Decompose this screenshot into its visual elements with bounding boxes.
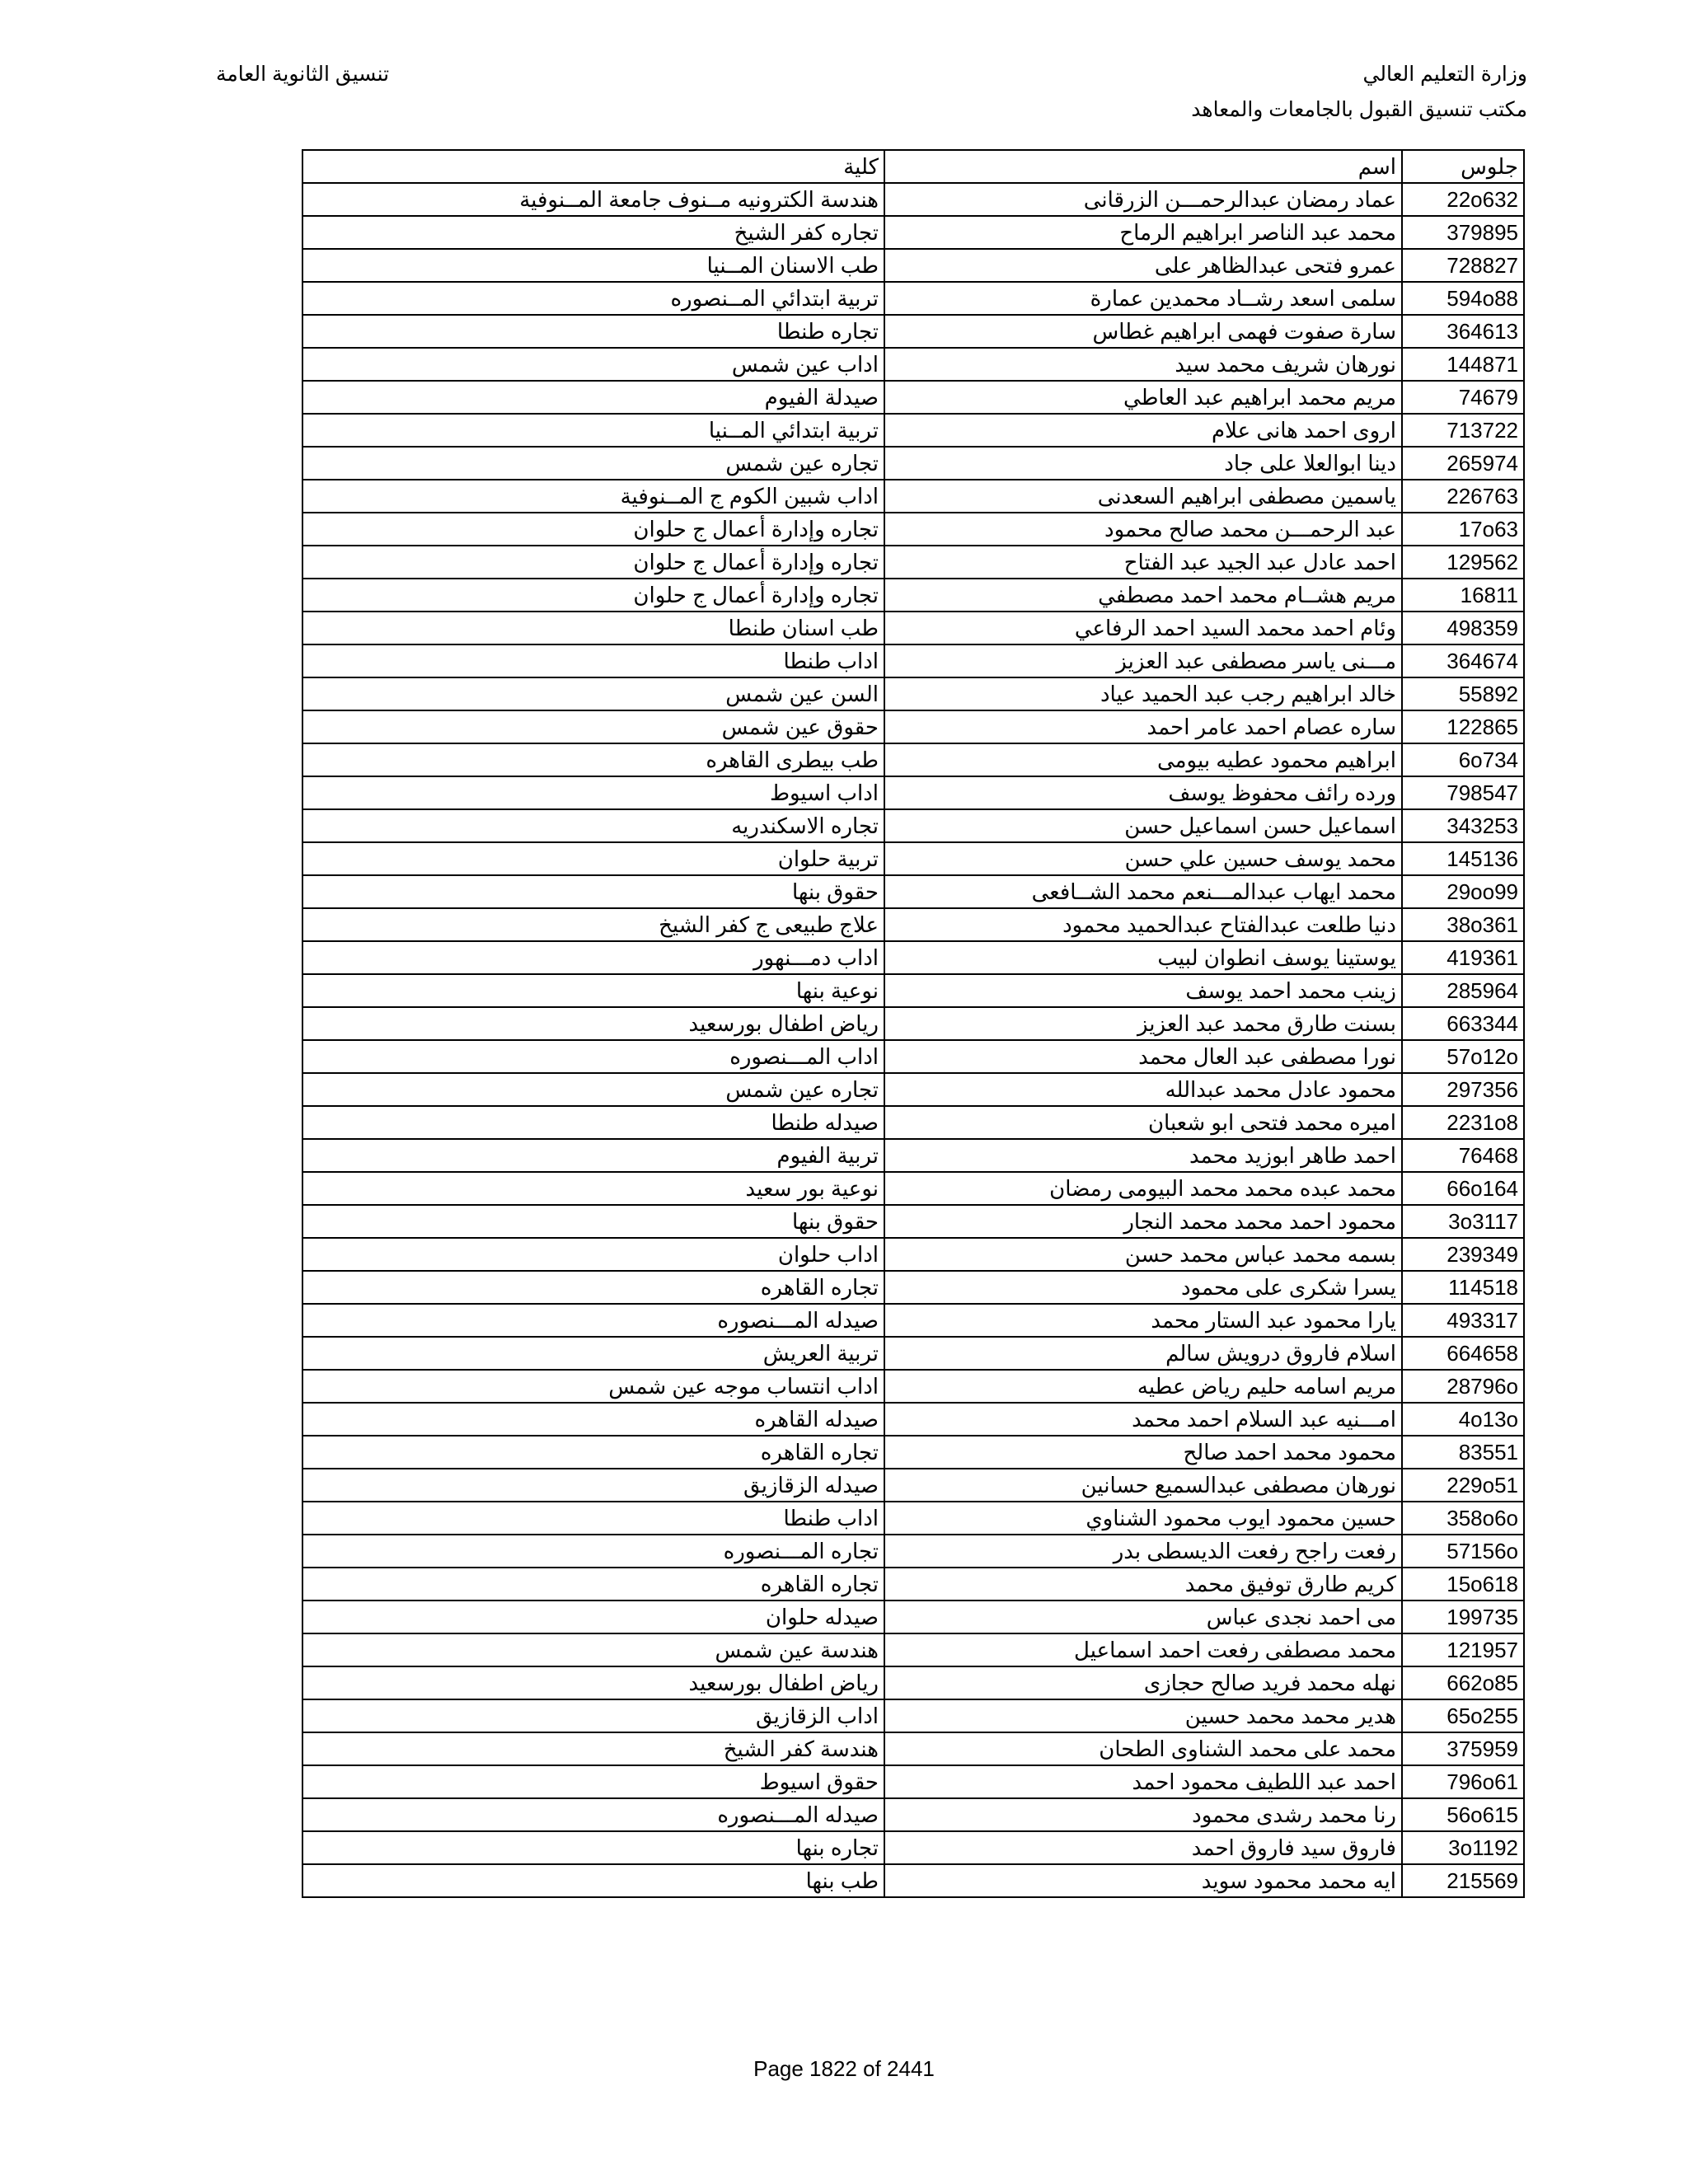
name-cell: اميره محمد فتحى ابو شعبان: [884, 1106, 1402, 1139]
seat-cell: 2231o8: [1402, 1106, 1524, 1139]
seat-cell: 144871: [1402, 348, 1524, 381]
seat-cell: 498359: [1402, 612, 1524, 644]
faculty-cell: طب اسنان طنطا: [302, 612, 884, 644]
faculty-cell: السن عين شمس: [302, 677, 884, 710]
seat-cell: 265974: [1402, 447, 1524, 480]
faculty-cell: تجاره القاهره: [302, 1271, 884, 1304]
table-row: [302, 1436, 1524, 1469]
header-seat: جلوس: [1402, 150, 1524, 183]
name-cell: مـــنى ياسر مصطفى عبد العزيز: [884, 644, 1402, 677]
page-number: Page 1822 of 2441: [753, 2056, 935, 2081]
faculty-cell: حقوق بنها: [302, 1205, 884, 1238]
faculty-cell: تجاره عين شمس: [302, 1073, 884, 1106]
table-row: [302, 908, 1524, 941]
table-row: [302, 1601, 1524, 1633]
table-row: [302, 1568, 1524, 1601]
seat-cell: 343253: [1402, 809, 1524, 842]
table-row: [302, 677, 1524, 710]
seat-cell: 199735: [1402, 1601, 1524, 1633]
table-row: [302, 875, 1524, 908]
faculty-cell: هندسة الكترونيه مــنوف جامعة المــنوفية: [302, 183, 884, 216]
table-row: [302, 1271, 1524, 1304]
name-cell: محمود احمد محمد محمد النجار: [884, 1205, 1402, 1238]
table-row: [302, 1535, 1524, 1568]
header-name: اسم: [884, 150, 1402, 183]
table-row: [302, 1007, 1524, 1040]
seat-cell: 66o164: [1402, 1172, 1524, 1205]
name-cell: وئام احمد محمد السيد احمد الرفاعي: [884, 612, 1402, 644]
faculty-cell: تجاره المـــنصوره: [302, 1535, 884, 1568]
faculty-cell: اداب طنطا: [302, 1502, 884, 1535]
table-row: [302, 809, 1524, 842]
name-cell: رنا محمد رشدى محمود: [884, 1798, 1402, 1831]
faculty-cell: اداب انتساب موجه عين شمس: [302, 1370, 884, 1403]
name-cell: هدير محمد محمد حسين: [884, 1699, 1402, 1732]
name-cell: عبد الرحمـــن محمد صالح محمود: [884, 513, 1402, 546]
faculty-cell: تجاره الاسكندريه: [302, 809, 884, 842]
ministry-title: وزارة التعليم العالي: [1362, 63, 1527, 86]
faculty-cell: تجاره عين شمس: [302, 447, 884, 480]
table-row: [302, 710, 1524, 743]
name-cell: نورهان شريف محمد سيد: [884, 348, 1402, 381]
name-cell: مى احمد نجدى عباس: [884, 1601, 1402, 1633]
seat-cell: 6o734: [1402, 743, 1524, 776]
faculty-cell: صيدله المـــنصوره: [302, 1798, 884, 1831]
name-cell: سارة صفوت فهمى ابراهيم غطاس: [884, 315, 1402, 348]
seat-cell: 663344: [1402, 1007, 1524, 1040]
table-header-row: [302, 150, 1524, 183]
name-cell: محمد عبده محمد محمد البيومى رمضان: [884, 1172, 1402, 1205]
seat-cell: 74679: [1402, 381, 1524, 414]
name-cell: كريم طارق توفيق محمد: [884, 1568, 1402, 1601]
seat-cell: 17o63: [1402, 513, 1524, 546]
faculty-cell: تجاره بنها: [302, 1831, 884, 1864]
faculty-cell: تربية حلوان: [302, 842, 884, 875]
table-row: [302, 348, 1524, 381]
table-row: [302, 1073, 1524, 1106]
faculty-cell: تجاره كفر الشيخ: [302, 216, 884, 249]
faculty-cell: اداب الزقازيق: [302, 1699, 884, 1732]
table-row: [302, 447, 1524, 480]
faculty-cell: حقوق بنها: [302, 875, 884, 908]
table-row: [302, 282, 1524, 315]
seat-cell: 114518: [1402, 1271, 1524, 1304]
name-cell: مريم اسامه حليم رياض عطيه: [884, 1370, 1402, 1403]
table-row: [302, 1205, 1524, 1238]
table-row: [302, 183, 1524, 216]
table-row: [302, 1831, 1524, 1864]
seat-cell: 55892: [1402, 677, 1524, 710]
faculty-cell: تجاره وإدارة أعمال ج حلوان: [302, 579, 884, 612]
name-cell: محمد عبد الناصر ابراهيم الرماح: [884, 216, 1402, 249]
faculty-cell: طب بنها: [302, 1864, 884, 1897]
seat-cell: 796o61: [1402, 1765, 1524, 1798]
table-row: [302, 1699, 1524, 1732]
seat-cell: 22o632: [1402, 183, 1524, 216]
seat-cell: 713722: [1402, 414, 1524, 447]
table-row: [302, 1403, 1524, 1436]
name-cell: عمرو فتحى عبدالظاهر على: [884, 249, 1402, 282]
name-cell: نورهان مصطفى عبدالسميع حسانين: [884, 1469, 1402, 1502]
seat-cell: 16811: [1402, 579, 1524, 612]
results-body: [302, 150, 1524, 1897]
name-cell: يوستينا يوسف انطوان لبيب: [884, 941, 1402, 974]
seat-cell: 364613: [1402, 315, 1524, 348]
name-cell: احمد طاهر ابوزيد محمد: [884, 1139, 1402, 1172]
faculty-cell: اداب شبين الكوم ج المــنوفية: [302, 480, 884, 513]
name-cell: ياسمين مصطفى ابراهيم السعدنى: [884, 480, 1402, 513]
name-cell: ورده رائف محفوظ يوسف: [884, 776, 1402, 809]
name-cell: نهله محمد فريد صالح حجازى: [884, 1666, 1402, 1699]
name-cell: حسين محمود ايوب محمود الشناوي: [884, 1502, 1402, 1535]
seat-cell: 239349: [1402, 1238, 1524, 1271]
program-title: تنسيق الثانوية العامة: [216, 63, 390, 86]
faculty-cell: اداب المـــنصوره: [302, 1040, 884, 1073]
name-cell: فاروق سيد فاروق احمد: [884, 1831, 1402, 1864]
seat-cell: 364674: [1402, 644, 1524, 677]
table-row: [302, 1370, 1524, 1403]
name-cell: بسنت طارق محمد عبد العزيز: [884, 1007, 1402, 1040]
faculty-cell: تربية الفيوم: [302, 1139, 884, 1172]
name-cell: اروى احمد هانى علام: [884, 414, 1402, 447]
table-row: [302, 1106, 1524, 1139]
table-row: [302, 1666, 1524, 1699]
table-row: [302, 249, 1524, 282]
table-row: [302, 1238, 1524, 1271]
seat-cell: 56o615: [1402, 1798, 1524, 1831]
faculty-cell: حقوق اسيوط: [302, 1765, 884, 1798]
seat-cell: 76468: [1402, 1139, 1524, 1172]
seat-cell: 728827: [1402, 249, 1524, 282]
name-cell: مريم محمد ابراهيم عبد العاطي: [884, 381, 1402, 414]
seat-cell: 594o88: [1402, 282, 1524, 315]
seat-cell: 226763: [1402, 480, 1524, 513]
table-row: [302, 1304, 1524, 1337]
table-row: [302, 513, 1524, 546]
faculty-cell: اداب عين شمس: [302, 348, 884, 381]
name-cell: محمد على محمد الشناوى الطحان: [884, 1732, 1402, 1765]
table-row: [302, 216, 1524, 249]
faculty-cell: صيدلة الفيوم: [302, 381, 884, 414]
name-cell: ايه محمد محمود سويد: [884, 1864, 1402, 1897]
faculty-cell: نوعية بنها: [302, 974, 884, 1007]
seat-cell: 38o361: [1402, 908, 1524, 941]
faculty-cell: تجاره القاهره: [302, 1436, 884, 1469]
table-row: [302, 1040, 1524, 1073]
name-cell: يارا محمود عبد الستار محمد: [884, 1304, 1402, 1337]
seat-cell: 493317: [1402, 1304, 1524, 1337]
faculty-cell: اداب دمـــنهور: [302, 941, 884, 974]
name-cell: محمد مصطفى رفعت احمد اسماعيل: [884, 1633, 1402, 1666]
faculty-cell: تجاره وإدارة أعمال ج حلوان: [302, 546, 884, 579]
name-cell: رفعت راجح رفعت الديسطى بدر: [884, 1535, 1402, 1568]
faculty-cell: صيدله حلوان: [302, 1601, 884, 1633]
name-cell: محمود محمد احمد صالح: [884, 1436, 1402, 1469]
name-cell: زينب محمد احمد يوسف: [884, 974, 1402, 1007]
table-row: [302, 1732, 1524, 1765]
table-row: [302, 381, 1524, 414]
seat-cell: 15o618: [1402, 1568, 1524, 1601]
name-cell: احمد عادل عبد الجيد عبد الفتاح: [884, 546, 1402, 579]
seat-cell: 4o13o: [1402, 1403, 1524, 1436]
faculty-cell: علاج طبيعى ج كفر الشيخ: [302, 908, 884, 941]
faculty-cell: اداب حلوان: [302, 1238, 884, 1271]
seat-cell: 664658: [1402, 1337, 1524, 1370]
name-cell: دنيا طلعت عبدالفتاح عبدالحميد محمود: [884, 908, 1402, 941]
faculty-cell: صيدله القاهره: [302, 1403, 884, 1436]
faculty-cell: نوعية بور سعيد: [302, 1172, 884, 1205]
table-row: [302, 743, 1524, 776]
seat-cell: 662o85: [1402, 1666, 1524, 1699]
table-row: [302, 1469, 1524, 1502]
faculty-cell: تربية ابتدائي المــنصوره: [302, 282, 884, 315]
faculty-cell: طب بيطرى القاهره: [302, 743, 884, 776]
seat-cell: 798547: [1402, 776, 1524, 809]
table-row: [302, 1172, 1524, 1205]
seat-cell: 83551: [1402, 1436, 1524, 1469]
faculty-cell: هندسة عين شمس: [302, 1633, 884, 1666]
name-cell: ساره عصام احمد عامر احمد: [884, 710, 1402, 743]
table-row: [302, 1864, 1524, 1897]
seat-cell: 215569: [1402, 1864, 1524, 1897]
seat-cell: 297356: [1402, 1073, 1524, 1106]
name-cell: اسلام فاروق درويش سالم: [884, 1337, 1402, 1370]
seat-cell: 28796o: [1402, 1370, 1524, 1403]
name-cell: ابراهيم محمود عطيه بيومى: [884, 743, 1402, 776]
table-row: [302, 612, 1524, 644]
name-cell: محمد ايهاب عبدالمـــنعم محمد الشــافعى: [884, 875, 1402, 908]
table-row: [302, 941, 1524, 974]
faculty-cell: حقوق عين شمس: [302, 710, 884, 743]
name-cell: سلمى اسعد رشــاد محمدين عمارة: [884, 282, 1402, 315]
seat-cell: 122865: [1402, 710, 1524, 743]
seat-cell: 145136: [1402, 842, 1524, 875]
name-cell: امـــنيه عبد السلام احمد محمد: [884, 1403, 1402, 1436]
table-row: [302, 974, 1524, 1007]
name-cell: دينا ابوالعلا على جاد: [884, 447, 1402, 480]
seat-cell: 57o12o: [1402, 1040, 1524, 1073]
seat-cell: 129562: [1402, 546, 1524, 579]
seat-cell: 29oo99: [1402, 875, 1524, 908]
faculty-cell: رياض اطفال بورسعيد: [302, 1007, 884, 1040]
name-cell: عماد رمضان عبدالرحمـــن الزرقانى: [884, 183, 1402, 216]
name-cell: بسمه محمد عباس محمد حسن: [884, 1238, 1402, 1271]
seat-cell: 419361: [1402, 941, 1524, 974]
table-row: [302, 1337, 1524, 1370]
seat-cell: 65o255: [1402, 1699, 1524, 1732]
seat-cell: 358o6o: [1402, 1502, 1524, 1535]
table-row: [302, 644, 1524, 677]
faculty-cell: صيدله الزقازيق: [302, 1469, 884, 1502]
seat-cell: 379895: [1402, 216, 1524, 249]
office-title: مكتب تنسيق القبول بالجامعات والمعاهد: [1191, 98, 1527, 121]
table-row: [302, 1633, 1524, 1666]
seat-cell: 375959: [1402, 1732, 1524, 1765]
faculty-cell: تربية ابتدائي المــنيا: [302, 414, 884, 447]
table-row: [302, 1502, 1524, 1535]
table-row: [302, 579, 1524, 612]
table-row: [302, 546, 1524, 579]
seat-cell: 285964: [1402, 974, 1524, 1007]
seat-cell: 3o1192: [1402, 1831, 1524, 1864]
table-row: [302, 315, 1524, 348]
table-row: [302, 1798, 1524, 1831]
name-cell: محمود عادل محمد عبدالله: [884, 1073, 1402, 1106]
name-cell: يسرا شكرى على محمود: [884, 1271, 1402, 1304]
faculty-cell: صيدله المـــنصوره: [302, 1304, 884, 1337]
faculty-cell: طب الاسنان المــنيا: [302, 249, 884, 282]
table-row: [302, 414, 1524, 447]
name-cell: نورا مصطفى عبد العال محمد: [884, 1040, 1402, 1073]
faculty-cell: تجاره طنطا: [302, 315, 884, 348]
faculty-cell: اداب طنطا: [302, 644, 884, 677]
seat-cell: 121957: [1402, 1633, 1524, 1666]
name-cell: احمد عبد اللطيف محمود احمد: [884, 1765, 1402, 1798]
seat-cell: 229o51: [1402, 1469, 1524, 1502]
faculty-cell: تربية العريش: [302, 1337, 884, 1370]
faculty-cell: صيدله طنطا: [302, 1106, 884, 1139]
seat-cell: 57156o: [1402, 1535, 1524, 1568]
seat-cell: 3o3117: [1402, 1205, 1524, 1238]
table-row: [302, 1765, 1524, 1798]
faculty-cell: هندسة كفر الشيخ: [302, 1732, 884, 1765]
name-cell: مريم هشــام محمد احمد مصطفي: [884, 579, 1402, 612]
faculty-cell: تجاره القاهره: [302, 1568, 884, 1601]
faculty-cell: اداب اسيوط: [302, 776, 884, 809]
results-table: [302, 149, 1525, 1898]
table-row: [302, 776, 1524, 809]
name-cell: خالد ابراهيم رجب عبد الحميد عياد: [884, 677, 1402, 710]
table-row: [302, 842, 1524, 875]
faculty-cell: تجاره وإدارة أعمال ج حلوان: [302, 513, 884, 546]
table-row: [302, 480, 1524, 513]
header-faculty: كلية: [302, 150, 884, 183]
table-row: [302, 1139, 1524, 1172]
name-cell: محمد يوسف حسين علي حسن: [884, 842, 1402, 875]
faculty-cell: رياض اطفال بورسعيد: [302, 1666, 884, 1699]
name-cell: اسماعيل حسن اسماعيل حسن: [884, 809, 1402, 842]
